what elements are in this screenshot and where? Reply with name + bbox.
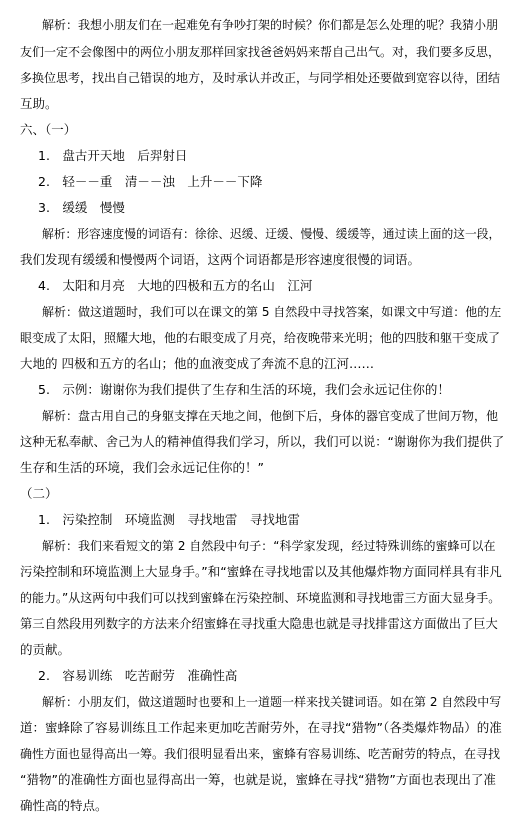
paragraph-line: 解析：小朋友们，做这道题时也要和上一道题一样来找关键词语。如在第 2 自然段中写	[42, 695, 502, 709]
paragraph-line: 的贡献。	[20, 642, 71, 657]
section-heading: （二）	[20, 486, 58, 501]
paragraph-line: 解析：形容速度慢的词语有：徐徐、迟缓、迂缓、慢慢、缓缓等，通过读上面的这一段，	[42, 227, 501, 241]
paragraph-line: 道：蜜蜂除了容易训练且工作起来更加吃苦耐劳外，在寻找“猎物”（各类爆炸物品）的准	[20, 720, 502, 735]
answer-item: 5. 示例：谢谢你为我们提供了生存和生活的环境，我们会永远记住你的！	[38, 382, 450, 397]
answer-item: 2. 轻－－重 清－－浊 上升－－下降	[38, 174, 263, 189]
paragraph-line: 确性高的特点。	[20, 798, 108, 813]
paragraph-line: 解析：我想小朋友们在一起难免有争吵打架的时候？你们都是怎么处理的呢？我猜小朋	[42, 18, 499, 32]
paragraph-line: 大地的 四极和五方的名山；他的血液变成了奔流不息的江河……	[20, 356, 374, 371]
paragraph-line: 解析：我们来看短文的第 2 自然段中句子：“科学家发现，经过特殊训练的蜜蜂可以在	[42, 539, 496, 553]
paragraph-line: 解析：做这道题时，我们可以在课文的第 5 自然段中寻找答案，如课文中写道：他的左	[42, 305, 502, 319]
section-heading: 六、（一）	[20, 122, 77, 137]
answer-item: 2. 容易训练 吃苦耐劳 准确性高	[38, 668, 238, 683]
paragraph-line: 确性方面也显得高出一筹。我们很明显看出来，蜜蜂有容易训练、吃苦耐劳的特点，在寻找	[20, 747, 501, 761]
paragraph-line: 生存和生活的环境，我们会永远记住你的！”	[20, 460, 264, 475]
paragraph-line: 多换位思考，找出自己错误的地方，及时承认并改正，与同学相处还要做到宽容以待，团结	[20, 71, 501, 85]
paragraph-line: 解析：盘古用自己的身躯支撑在天地之间，他倒下后，身体的器官变成了世间万物，他	[42, 409, 499, 423]
paragraph-line: “猎物”的准确性方面也显得高出一筹，也就是说，蜜蜂在寻找“猎物”方面也表现出了准	[20, 772, 496, 787]
paragraph-line: 污染控制和环境监测上大显身手。”和“蜜蜂在寻找地雷以及其他爆炸物方面同样具有非凡	[20, 564, 502, 579]
paragraph-line: 这种无私奉献、舍己为人的精神值得我们学习，所以，我们可以说：“谢谢你为我们提供了	[20, 435, 505, 449]
paragraph-line: 眼变成了太阳，照耀大地，他的右眼变成了月亮，给夜晚带来光明；他的四肢和躯干变成了	[20, 331, 501, 345]
paragraph-line: 友们一定不会像图中的两位小朋友那样回家找爸爸妈妈来帮自己出气。对，我们要多反思，	[20, 45, 501, 59]
paragraph-line: 第三自然段用列数字的方法来介绍蜜蜂在寻找重大隐患也就是寻找排雷这方面做出了巨大	[20, 617, 498, 631]
answer-item: 4. 太阳和月亮 大地的四极和五方的名山 江河	[38, 278, 313, 293]
paragraph-line: 我们发现有缓缓和慢慢两个词语，这两个词语都是形容速度很慢的词语。	[20, 252, 421, 267]
paragraph-line: 互助。	[20, 96, 58, 111]
answer-item: 3. 缓缓 慢慢	[38, 200, 125, 215]
answer-item: 1. 污染控制 环境监测 寻找地雷 寻找地雷	[38, 512, 300, 527]
answer-item: 1. 盘古开天地 后羿射日	[38, 148, 188, 163]
paragraph-line: 的能力。”从这两句中我们可以找到蜜蜂在污染控制、环境监测和寻找地雷三方面大显身手。	[20, 591, 501, 605]
